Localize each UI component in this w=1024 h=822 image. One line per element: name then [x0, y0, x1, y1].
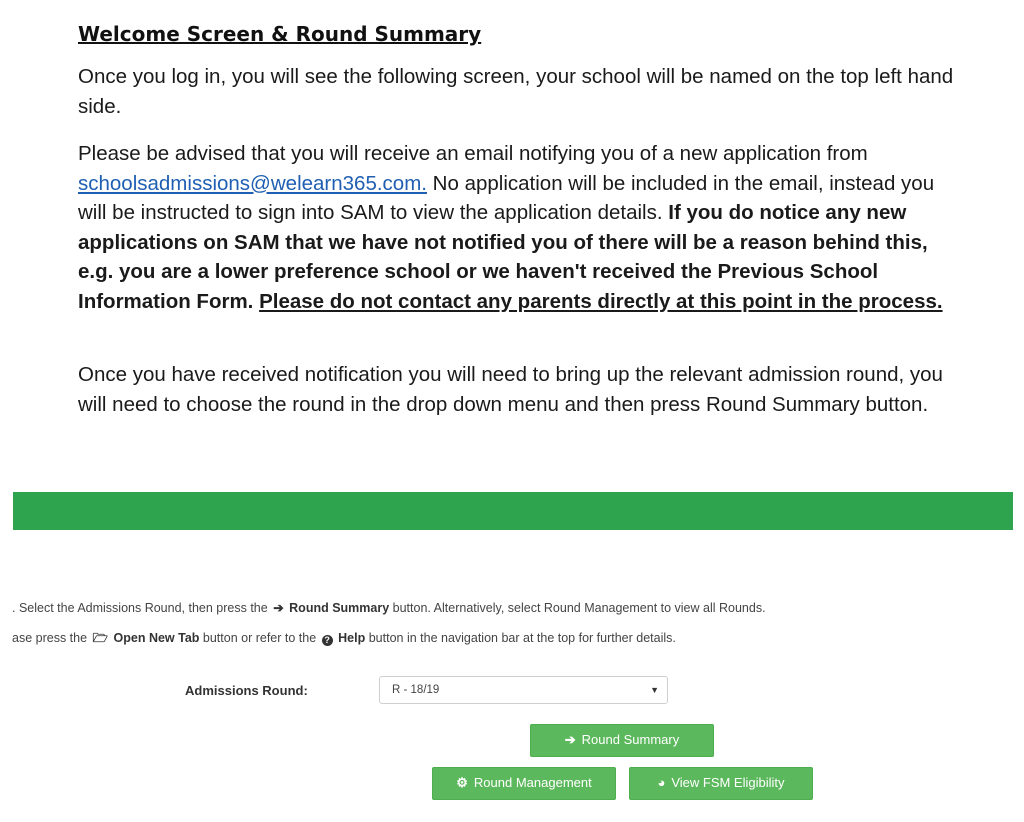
document-body	[78, 22, 958, 437]
page-heading: Welcome Screen & Round Summary	[78, 22, 482, 46]
do-not-contact-warning: Please do not contact any parents directly at this point in the process.	[259, 289, 943, 313]
instruction-button-name: Open New Tab	[113, 631, 200, 645]
bold-notice: If you do notice any new applications on SAM that we have not notified you of there will be a reason behind this, e.g. you are a lower preference school or we haven't received the Previous School Information Form.	[78, 201, 928, 313]
email-notice-text-2: No application will be included in the email, instead you will be instructed to sign into SAM to view the application details.	[78, 171, 935, 224]
admissions-round-select[interactable]	[379, 676, 668, 704]
instruction-line-1	[12, 600, 766, 615]
admissions-round-value: R - 18/19	[392, 684, 440, 696]
instruction-text: ase press the	[12, 631, 88, 645]
paragraph-email-notice	[78, 139, 958, 316]
instruction-button-name: Round Summary	[289, 601, 390, 615]
view-fsm-eligibility-button[interactable]	[629, 767, 813, 800]
gear-icon: ⚙	[456, 775, 468, 790]
paragraph-round-instructions: Once you have received notification you will need to bring up the relevant admission round, you will need to choose the round in the drop down menu and then press Round Summary button.	[78, 363, 943, 416]
email-notice-text: Please be advised that you will receive an email notifying you of a new application from	[78, 142, 868, 165]
sam-screenshot	[0, 590, 1024, 822]
admissions-round-label: Admissions Round:	[185, 683, 308, 698]
round-management-button[interactable]	[432, 767, 616, 800]
round-management-label: Round Management	[473, 775, 592, 790]
view-fsm-eligibility-label: View FSM Eligibility	[671, 775, 785, 790]
round-summary-label: Round Summary	[581, 732, 680, 747]
arrow-right-icon: ➔	[564, 732, 576, 747]
instruction-line-2	[12, 629, 676, 650]
instruction-text-2: button. Alternatively, select Round Management to view all Rounds.	[392, 601, 766, 615]
question-circle-icon: ?	[322, 635, 333, 646]
email-link[interactable]: schoolsadmissions@welearn365.com.	[78, 171, 427, 195]
folder-open-icon: 🗁	[92, 631, 109, 645]
instruction-text: . Select the Admissions Round, then press the	[12, 601, 268, 615]
round-summary-button[interactable]	[530, 724, 714, 757]
paragraph-login: Once you log in, you will see the following screen, your school will be named on the top left hand side.	[78, 65, 954, 118]
instruction-text-2: button or refer to the	[202, 631, 317, 645]
pie-chart-icon: ◕	[657, 775, 666, 790]
app-header-bar	[13, 492, 1013, 530]
instruction-help-name: Help	[338, 631, 366, 645]
arrow-right-icon: ➔	[273, 601, 284, 615]
instruction-text-3: button in the navigation bar at the top for further details.	[368, 631, 676, 645]
caret-down-icon: ▼	[650, 685, 659, 695]
